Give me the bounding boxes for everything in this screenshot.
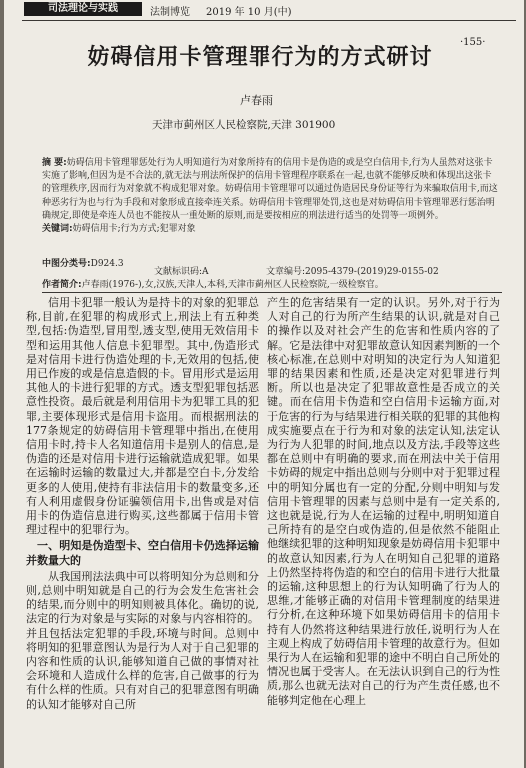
abstract: [42, 157, 500, 236]
keywords-label: 关键词:: [42, 224, 73, 235]
keywords: [42, 223, 500, 236]
header-strip: [4, 0, 524, 18]
magazine-name: 法制博览: [150, 7, 190, 18]
body-left-column: [26, 296, 259, 712]
author-affiliation: 天津市蓟州区人民检察院,天津 301900: [152, 119, 336, 131]
body-paragraph: 信用卡犯罪一般认为是持卡的对象的犯罪总称,目前,在犯罪的构成形式上,刑法上有五种类型,包括:伪造型,冒用型,透支型,使用无效信用卡型和运用其他人信息卡犯罪型。其中,伪造形式是对信用卡进行伪造处理的卡,无效用的包括,使用已作废的或是信息造假的卡。冒用形式是运用其他人的卡进行犯罪的方式。透支型犯罪包括恶意性投资。最后就是利用信用卡为犯罪工具的犯罪,主要体现形式是信用卡盗用。而根据刑法的177条规定的妨碍信用卡管理罪中指出,在使用信用卡时,持卡人名知道信用卡是别人的信息,是伪造的还是对信用卡进行运输就造成犯罪。如果在运输时运输的数量过大,并都是空白卡,分发给更多的人使用,使持有非法信用卡的数量变多,还有人利用虚假身份证骗领信用卡,出售或是对信用卡的伪造信息进行购买,这些都属于信用卡管理过程中的犯罪行为。: [26, 296, 259, 537]
abstract-rule: [42, 292, 502, 293]
column-tag: 司法理论与实践: [24, 2, 142, 16]
abstract-text: 妨碍信用卡管理罪惩处行为人明知道行为对象所持有的信用卡是伪造的或是空白信用卡,行为人虽然对这张卡实施了影响,但因为是不合法的,就无法与刑法所保护的信用卡管理程序联系在一起,也就不能够反映和体现出这张卡的管理秩序,因而行为对象就不构成犯罪对象。妨碍信用卡管理罪可以通过伪造居民身份证等行为来骗取信用卡,而这种恶劣行为也与行为手段和对象形成直接牵连关系。妨碍信用卡管理罪处罚,这也是对妨碍信用卡管理罪恶行惩治明确规定,即使是牵连人员也不能按从一重处断的原则,而是要按相应的刑法进行适当的处罚等一项例外。: [42, 158, 498, 221]
journal-page: [4, 0, 524, 768]
article-title: 妨碍信用卡管理罪行为的方式研讨: [87, 45, 433, 70]
issue-date: 2019 年 10 月(中): [206, 7, 292, 18]
body-paragraph: 产生的危害结果有一定的认识。另外,对于行为人对自己的行为所产生结果的认识,就是对自己的操作以及对社会产生的危害和性质内容的了解。它是法律中对犯罪故意认知因素判断的一个核心标准,在总则中对明知的决定行为人知道犯罪的结果因素和性质,还是决定对犯罪进行判断。所以也是决定了犯罪故意性是否成立的关键。而在信用卡伪造和空白信用卡运输方面,对于危害的行为与结果进行相关联的犯罪的其他构成实施要点在于行为和对象的法定认知,法定认为行为人犯罪的时间,地点以及方法,手段等这些都在总则中有明确的要求,而在刑法中关于信用卡妨碍的规定中指出总则与分则中对于犯罪过程中的明知分属也有一定的分配,分则中明知与发信用卡管理罪的因素与总则中是有一定关系的,这也就是说,行为人在运输的过程中,明明知道自己所持有的是空白或伪造的,但是依然不能阻止他继续犯罪的这种明知现象是妨碍信用卡犯罪中的故意认知因素,行为人在明知自己犯罪的道路上仍然坚持将伪造的和空白的信用卡进行大批量的运输,这种思想上的行为认知明确了行为人的思维,才能够正确的对信用卡管理制度的结果进行分析,在这种环境下如果妨碍信用卡的信用卡持有人仍然将这种结果进行放任,说明行为人在主观上构成了妨碍信用卡管理的故意行为。但如果行为人在运输和犯罪的途中不明白自己所处的情况也属于受害人。在无法认识到自己的行为性质,那么也就无法对自己的行为产生责任感,也不能够判定他在心理上: [267, 296, 500, 707]
header-rule: [22, 20, 516, 21]
doc-code: 文献标识码:A: [154, 267, 209, 277]
keywords-text: 妨碍信用卡;行为方式;犯罪对象: [72, 224, 196, 235]
body-paragraph: 从我国刑法法典中可以将明知分为总则和分则,总则中明知就是自己的行为会发生危害社会的结果,而分则中的明知则被具体化。确切的说,法定的行为对象是与实际的对象与内容相符的。并且包括法定犯罪的手段,环境与时间。总则中将明知的犯罪意图认为是行为人对于自己犯罪的内容和性质的认识,能够知道自己做的事情对社会环境和人造成什么样的危害,自己做事的行为有什么样的性质。只有对自己的犯罪意图有明确的认知才能够对自己所: [26, 569, 259, 711]
section-heading: 一、明知是伪造型卡、空白信用卡仍选择运输并数量大的: [26, 539, 259, 567]
body-right-column: [267, 296, 500, 708]
page-number: ·155·: [460, 37, 486, 48]
abstract-label: 摘 要:: [42, 158, 67, 168]
author-name: 卢春雨: [240, 94, 273, 107]
clc-number: 中图分类号:D924.3: [42, 259, 124, 269]
article-number: 文章编号:2095-4379-(2019)29-0155-02: [266, 267, 439, 277]
author-bio: 作者简介:卢春雨(1976-),女,汉族,天津人,本科,天津市蓟州区人民检察院,一级检察官。: [42, 280, 384, 290]
